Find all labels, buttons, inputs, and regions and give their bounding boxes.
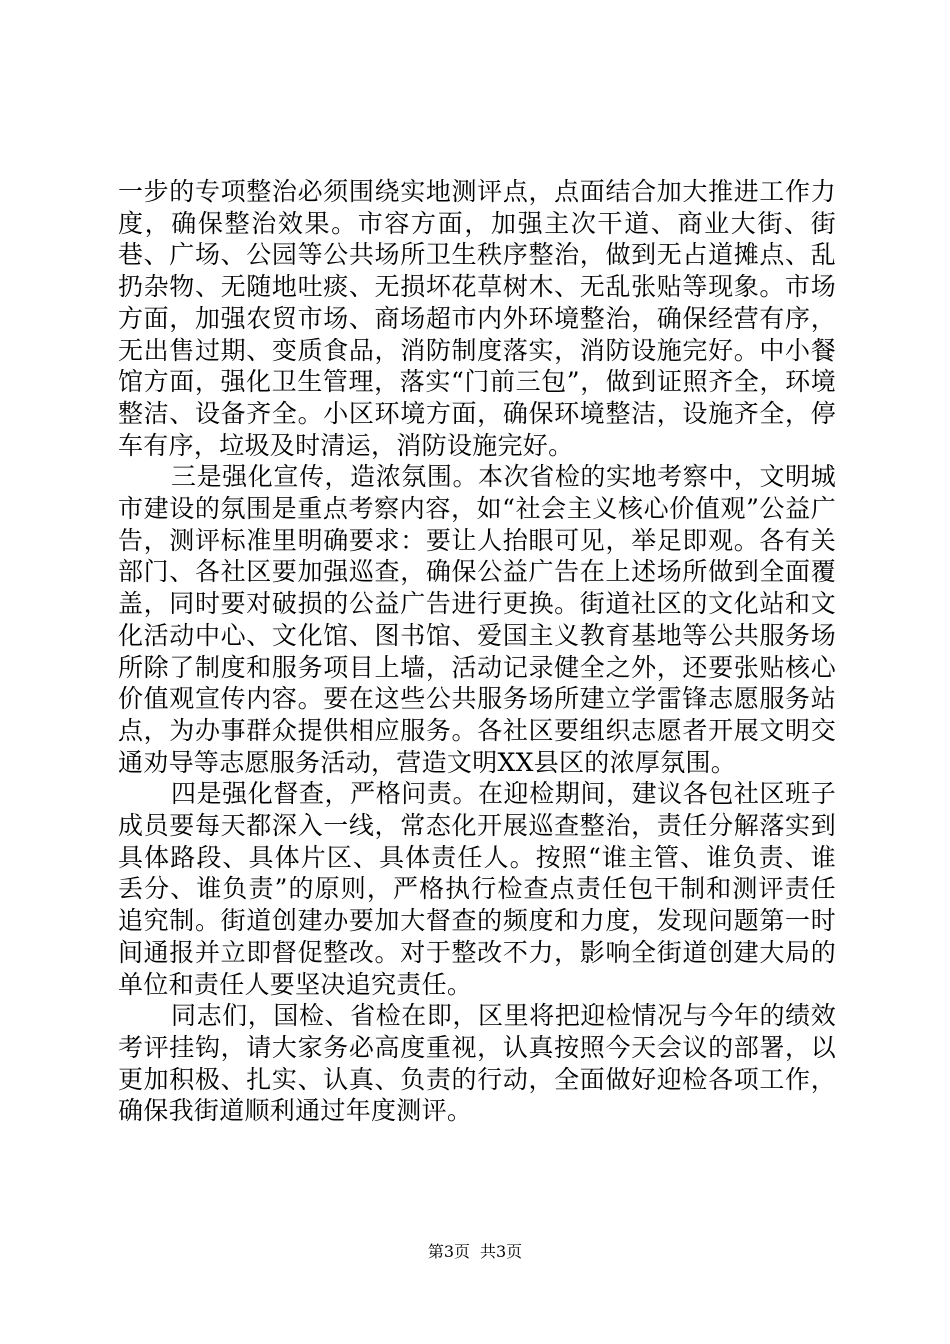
page-number: 第3页 [427, 1242, 470, 1261]
paragraph-supervision: 四是强化督查，严格问责。在迎检期间，建议各包社区班子成员要每天都深入一线，常态化开展巡查整治，责任分解落实到具体路段、具体片区、具体责任人。按照“谁主管、谁负责、谁丢分、谁负责”的原则，严格执行检查点责任包干制和测评责任追究制。街道创建办要加大督查的频度和力度，发现问题第一时间通报并立即督促整改。对于整改不力，影响全街道创建大局的单位和责任人要坚决追究责任。 [118, 779, 836, 999]
paragraph-publicity: 三是强化宣传，造浓氛围。本次省检的实地考察中，文明城市建设的氛围是重点考察内容，如“社会主义核心价值观”公益广告，测评标准里明确要求：要让人抬眼可见，举足即观。各有关部门、各社区要加强巡查，确保公益广告在上述场所做到全面覆盖，同时要对破损的公益广告进行更换。街道社区的文化站和文化活动中心、文化馆、图书馆、爱国主义教育基地等公共服务场所除了制度和服务项目上墙，活动记录健全之外，还要张贴核心价值观宣传内容。要在这些公共服务场所建立学雷锋志愿服务站点，为办事群众提供相应服务。各社区要组织志愿者开展文明交通劝导等志愿服务活动，营造文明XX县区的浓厚氛围。 [118, 462, 836, 777]
page-total: 共3页 [480, 1242, 523, 1261]
paragraph-closing: 同志们，国检、省检在即，区里将把迎检情况与今年的绩效考评挂钩，请大家务必高度重视，认真按照今天会议的部署，以更加积极、扎实、认真、负责的行动，全面做好迎检各项工作，确保我街道顺利通过年度测评。 [118, 1001, 836, 1126]
document-body [118, 176, 836, 1127]
paragraph-continued: 一步的专项整治必须围绕实地测评点，点面结合加大推进工作力度，确保整治效果。市容方面，加强主次干道、商业大街、街巷、广场、公园等公共场所卫生秩序整治，做到无占道摊点、乱扔杂物、无随地吐痰、无损坏花草树木、无乱张贴等现象。市场方面，加强农贸市场、商场超市内外环境整治，确保经营有序，无出售过期、变质食品，消防制度落实，消防设施完好。中小餐馆方面，强化卫生管理，落实“门前三包”，做到证照齐全，环境整洁、设备齐全。小区环境方面，确保环境整洁，设施齐全，停车有序，垃圾及时清运，消防设施完好。 [118, 177, 836, 460]
page-footer [0, 1242, 950, 1262]
